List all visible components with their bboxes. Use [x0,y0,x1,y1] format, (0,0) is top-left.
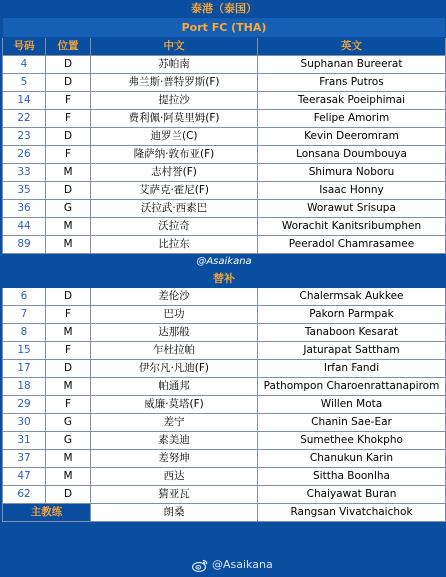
player-number: 15 [3,342,46,360]
player-position: M [46,218,91,236]
player-name-chinese: 比拉东 [91,236,258,254]
player-name-chinese: 差伦沙 [91,288,258,306]
player-row [3,110,446,128]
player-position: D [46,56,91,74]
player-name-english: Chaiyawat Buran [258,486,446,504]
player-position: D [46,182,91,200]
player-number: 23 [3,128,46,146]
header-row [3,38,446,56]
player-position: G [46,414,91,432]
player-number: 33 [3,164,46,182]
player-name-english: Pathompon Charoenrattanapirom [258,378,446,396]
header-number: 号码 [3,38,46,56]
player-row [3,468,446,486]
player-number: 37 [3,450,46,468]
player-position: F [46,342,91,360]
country-title: 泰港（泰国） [3,1,446,18]
player-number: 29 [3,396,46,414]
player-row [3,218,446,236]
player-number: 4 [3,56,46,74]
credit-text: @Asaikana [3,254,446,270]
player-name-english: Chanukun Karin [258,450,446,468]
player-position: D [46,128,91,146]
player-row [3,74,446,92]
player-row [3,342,446,360]
player-row [3,414,446,432]
country-row [3,1,446,18]
roster-table [2,0,446,522]
player-name-chinese: 志村誉(F) [91,164,258,182]
player-number: 44 [3,218,46,236]
watermark [192,557,273,573]
player-name-english: Kevin Deeromram [258,128,446,146]
player-name-english: Peeradol Chamrasamee [258,236,446,254]
header-english: 英文 [258,38,446,56]
weibo-icon [192,559,208,572]
player-name-english: Teerasak Poeiphimai [258,92,446,110]
player-name-english: Suphanan Bureerat [258,56,446,74]
player-number: 89 [3,236,46,254]
player-name-english: Frans Putros [258,74,446,92]
player-position: F [46,146,91,164]
player-name-english: Isaac Honny [258,182,446,200]
player-name-english: Willen Mota [258,396,446,414]
roster-sheet [2,0,445,522]
player-name-english: Sumethee Khokpho [258,432,446,450]
player-name-chinese: 猜亚瓦 [91,486,258,504]
player-name-chinese: 提拉沙 [91,92,258,110]
player-row [3,324,446,342]
player-position: D [46,486,91,504]
player-position: M [46,450,91,468]
player-row [3,164,446,182]
player-number: 31 [3,432,46,450]
player-position: F [46,306,91,324]
player-number: 47 [3,468,46,486]
player-position: D [46,360,91,378]
player-row [3,236,446,254]
player-number: 7 [3,306,46,324]
player-name-chinese: 弗兰斯·普特罗斯(F) [91,74,258,92]
player-name-chinese: 费利佩·阿莫里姆(F) [91,110,258,128]
player-position: D [46,74,91,92]
player-number: 22 [3,110,46,128]
player-position: M [46,324,91,342]
player-position: G [46,432,91,450]
player-row [3,378,446,396]
player-name-english: Sittha Boonlha [258,468,446,486]
player-position: M [46,164,91,182]
player-name-chinese: 帕通邦 [91,378,258,396]
team-row [3,18,446,38]
player-name-chinese: 西达 [91,468,258,486]
player-row [3,360,446,378]
player-position: D [46,288,91,306]
player-number: 36 [3,200,46,218]
coach-row [3,504,446,522]
player-name-chinese: 隆萨纳·敦布亚(F) [91,146,258,164]
header-position: 位置 [46,38,91,56]
player-name-english: Shimura Noboru [258,164,446,182]
player-name-chinese: 威廉·莫塔(F) [91,396,258,414]
coach-label: 主教练 [3,504,91,522]
player-name-chinese: 伊尔凡·凡迪(F) [91,360,258,378]
player-name-chinese: 巴功 [91,306,258,324]
subs-title: 替补 [3,270,446,288]
player-row [3,396,446,414]
player-name-english: Irfan Fandi [258,360,446,378]
player-row [3,92,446,110]
coach-chinese: 朗桑 [91,504,258,522]
player-name-english: Chalermsak Aukkee [258,288,446,306]
player-row [3,200,446,218]
player-row [3,432,446,450]
watermark-text: @Asaikana [212,558,273,571]
player-number: 26 [3,146,46,164]
player-name-chinese: 迪罗兰(C) [91,128,258,146]
player-position: M [46,468,91,486]
player-name-chinese: 苏帕南 [91,56,258,74]
player-number: 18 [3,378,46,396]
player-row [3,128,446,146]
player-position: F [46,92,91,110]
player-name-english: Tanaboon Kesarat [258,324,446,342]
header-chinese: 中文 [91,38,258,56]
player-name-chinese: 乍杜拉帕 [91,342,258,360]
player-number: 30 [3,414,46,432]
player-row [3,56,446,74]
player-row [3,306,446,324]
player-row [3,182,446,200]
subs-title-row [3,270,446,288]
player-number: 14 [3,92,46,110]
team-title: Port FC (THA) [3,18,446,38]
player-number: 6 [3,288,46,306]
player-name-english: Jaturapat Sattham [258,342,446,360]
player-row [3,146,446,164]
player-name-english: Felipe Amorim [258,110,446,128]
player-number: 5 [3,74,46,92]
player-name-chinese: 沃拉武·西素巴 [91,200,258,218]
player-row [3,450,446,468]
player-position: G [46,200,91,218]
player-row [3,486,446,504]
player-name-chinese: 差努坤 [91,450,258,468]
player-position: M [46,236,91,254]
player-name-english: Worachit Kanitsribumphen [258,218,446,236]
player-name-english: Lonsana Doumbouya [258,146,446,164]
player-name-chinese: 达那般 [91,324,258,342]
player-row [3,288,446,306]
player-position: F [46,110,91,128]
player-number: 17 [3,360,46,378]
player-number: 8 [3,324,46,342]
player-name-chinese: 艾萨克·霍尼(F) [91,182,258,200]
coach-english: Rangsan Vivatchaichok [258,504,446,522]
player-name-chinese: 素美迪 [91,432,258,450]
player-position: F [46,396,91,414]
player-number: 35 [3,182,46,200]
player-name-english: Chanin Sae-Ear [258,414,446,432]
player-name-chinese: 差宁 [91,414,258,432]
player-name-english: Worawut Srisupa [258,200,446,218]
player-position: M [46,378,91,396]
credit-row [3,254,446,270]
player-number: 62 [3,486,46,504]
player-name-chinese: 沃拉奇 [91,218,258,236]
player-name-english: Pakorn Parmpak [258,306,446,324]
